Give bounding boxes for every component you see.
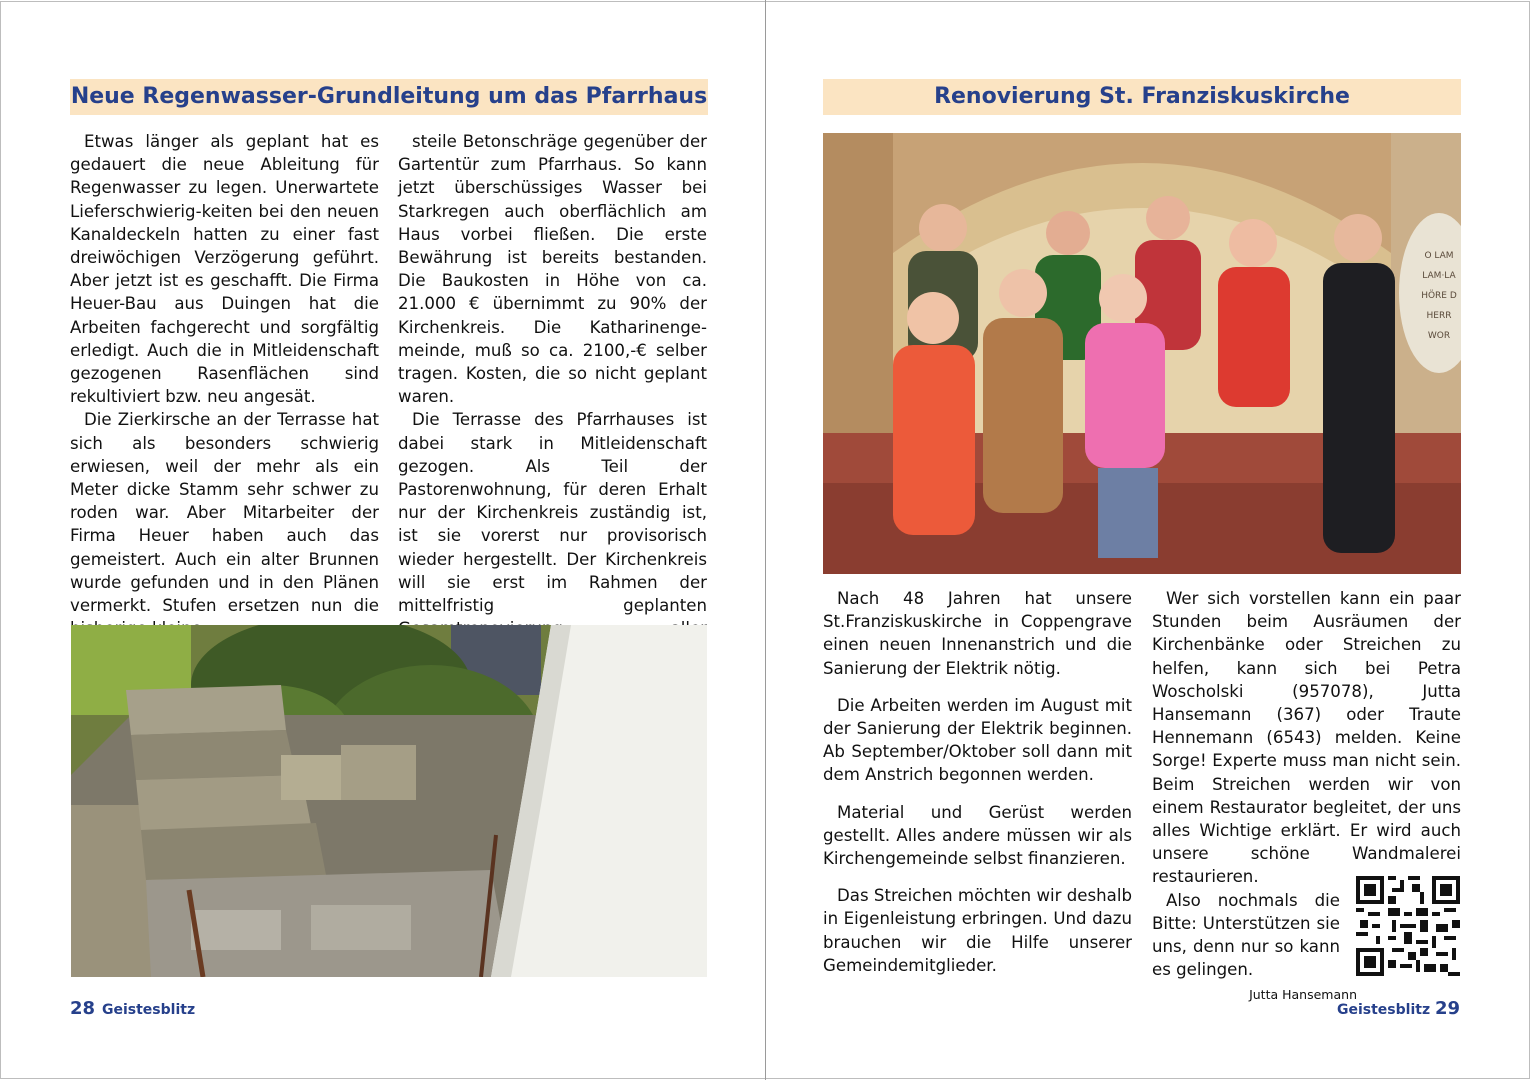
author-signature: Jutta Hansemann — [1249, 987, 1357, 1003]
paragraph: Das Streichen möchten wir deshalb in Eigenleistung erbringen. Und dazu brauchen wir die Hilfe unserer Gemeindemitglieder. — [823, 886, 1132, 975]
paragraph: Also nochmals die Bitte: Unterstützen sie uns, denn nur so kann es gelingen. — [1152, 890, 1340, 980]
page-number: 28 — [70, 998, 96, 1019]
page-number: 29 — [1435, 998, 1461, 1019]
mural-text-line: HÖRE D — [1421, 291, 1457, 301]
paragraph: Die Zierkirsche an der Terrasse hat sich als besonders schwierig erwiesen, weil der mehr als ein Meter dicke Stamm sehr schwer zu roden war. Aber Mitarbeiter der Firma Heuer haben auch das gemeistert. Auch ein alter Brunnen wurde gefunden und in den Plänen vermerkt. Stufen ersetzen nun die — [70, 410, 379, 616]
right-headline: Renovierung St. Franziskuskirche — [823, 79, 1461, 115]
left-article-column-1 — [70, 130, 379, 640]
left-article-column-2 — [398, 130, 707, 688]
group-photo — [823, 133, 1461, 574]
mural-text-line: WOR — [1427, 331, 1451, 341]
group-photo-illustration — [823, 133, 1461, 574]
paragraph: Nach 48 Jahren hat unsere St.Franziskuskirche in Coppengrave einen neuen Innenanstrich und die Sanierung der Elektrik nötig. — [823, 589, 1132, 678]
qr-code-icon — [1356, 876, 1460, 976]
paragraph: steile Betonschräge gegenüber der Gartentür zum Pfarrhaus. So kann jetzt überschüssiges Wasser bei Starkregen auch oberflächlich am Haus vorbei fließen. Die erste Bewährung ist bereits bestanden. Die Baukosten in Höhe von ca. 21.000 € übernimmt zu 90% der Kirchenkreis. Die Katharinenge-meinde, muß so ca. 2100,-€ selber tragen. Kosten, die so nicht geplant waren. — [398, 132, 707, 407]
magazine-name: Geistesblitz — [1337, 1002, 1431, 1018]
paragraph: Wer sich vorstellen kann ein paar Stunden beim Ausräumen der Kirchenbänke oder Streichen zu helfen, kann sich bei Petra Woscholski (957078), Jutta Hansemann (367) oder Traute Hennemann (6543) melden. Keine Sorge! Experte muss man nicht sein. Beim Streichen werden wir von einem Restaurator begleitet, der uns alles Wichtige erklärt. Er wird auch unsere schöne Wandmalerei restaurieren. — [1152, 589, 1461, 887]
garden-steps-photo — [71, 625, 707, 977]
paragraph: Die Arbeiten werden im August mit der Sanierung der Elektrik beginnen. Ab September/Oktober soll dann mit dem Anstrich begonnen werden. — [823, 695, 1132, 785]
mural-text-line: HERR — [1426, 311, 1452, 321]
right-article-column-1 — [823, 587, 1132, 977]
paragraph-text: Die Terrasse des Pfarrhauses ist dabei stark in Mitleidenschaft gezogen. Als Teil der Pastorenwohnung, für deren Erhalt nur der Kirchenkreis zuständig ist, ist sie vorerst nur provisorisch wieder hergestellt. Der Kirchenkreis will sie erst im Rahmen der mittelfristig geplanten — [398, 410, 707, 616]
garden-steps-illustration — [71, 625, 707, 977]
left-headline: Neue Regenwasser-Grundleitung um das Pfarrhaus — [70, 79, 708, 115]
paragraph: Etwas länger als geplant hat es gedauert die neue Ableitung für Regenwasser zu legen. Unerwartete Lieferschwierig-keiten bei den neuen Kanaldeckeln hatten zu einer fast dreiwöchigen Verzögerung geführt. Aber jetzt ist es geschafft. Die Firma Heuer-Bau aus Duingen hat die Arbeiten fachgerecht und sorgfältig erledigt. Auch die in Mitleidenschaft gezogenen Rasenflächen sind rekultiviert bzw. neu angesät. — [70, 132, 379, 407]
paragraph: Material und Gerüst werden gestellt. Alles andere müssen wir als Kirchengemeinde selbst finanzieren. — [823, 802, 1132, 869]
page-spine — [765, 0, 766, 1080]
mural-text-line: LAM·LA — [1422, 271, 1456, 281]
mural-text-line: O LAM — [1424, 251, 1454, 261]
magazine-name: Geistesblitz — [102, 1002, 196, 1018]
